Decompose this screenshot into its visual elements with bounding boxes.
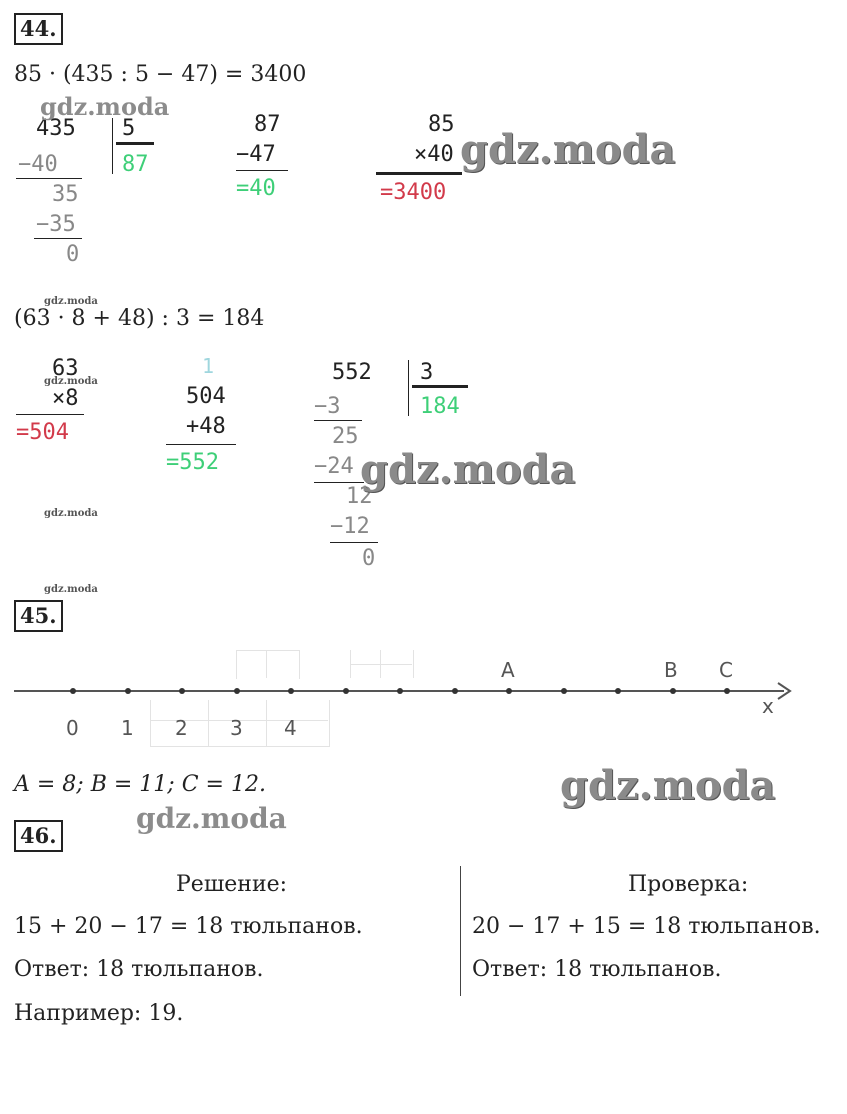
arrow-icon	[776, 681, 792, 701]
axis-label-4: 4	[284, 716, 297, 740]
factor-b: ×40	[414, 142, 454, 167]
example-line: Например: 19.	[14, 1001, 184, 1026]
subtract-2: −24	[314, 454, 354, 479]
factor-a: 63	[52, 356, 79, 381]
axis-label-1: 1	[121, 716, 134, 740]
tick-12	[724, 688, 730, 694]
tick-2	[179, 688, 185, 694]
subtract-2: −35	[36, 212, 76, 237]
addend-b: +48	[186, 414, 226, 439]
answer-45: A = 8; B = 11; C = 12.	[14, 772, 266, 797]
subtract-3: −12	[330, 514, 370, 539]
underline-3	[330, 542, 378, 543]
subtract-1: −3	[314, 394, 341, 419]
remainder-1: 25	[332, 424, 359, 449]
dividend: 435	[36, 116, 76, 141]
quotient: 87	[122, 152, 149, 177]
watermark-logo: gdz.moda	[460, 126, 676, 173]
factor-a: 85	[428, 112, 455, 137]
watermark-logo: gdz.moda	[40, 92, 170, 121]
watermark-logo: gdz.moda	[560, 762, 776, 809]
tick-9	[561, 688, 567, 694]
mul2-underline	[16, 414, 84, 415]
remainder-3: 0	[362, 546, 376, 571]
underline-1	[314, 420, 362, 421]
watermark-logo: gdz.moda	[44, 584, 98, 595]
point-label-b: B	[664, 658, 678, 682]
underline-2	[314, 482, 364, 483]
addend-a: 504	[186, 384, 226, 409]
divisor: 3	[420, 360, 434, 385]
dividend: 552	[332, 360, 372, 385]
carry-digit: 1	[202, 354, 215, 378]
equation-1: 85 · (435 : 5 − 47) = 3400	[14, 62, 307, 87]
division-bar	[408, 360, 409, 416]
check-title: Проверка:	[628, 872, 749, 897]
sub-underline	[236, 170, 288, 171]
check-equation: 20 − 17 + 15 = 18 тюльпанов.	[472, 914, 821, 939]
tick-7	[452, 688, 458, 694]
remainder-2: 0	[66, 242, 80, 267]
divisor-underline	[412, 385, 468, 388]
point-label-c: C	[719, 658, 733, 682]
tick-1	[125, 688, 131, 694]
divisor-underline	[116, 142, 154, 145]
point-label-a: A	[501, 658, 515, 682]
tick-4	[288, 688, 294, 694]
division-bar	[112, 118, 113, 174]
tick-0	[70, 688, 76, 694]
tick-10	[615, 688, 621, 694]
task-number-44: 44.	[14, 13, 63, 45]
tick-6	[397, 688, 403, 694]
tick-3	[234, 688, 240, 694]
factor-b: ×8	[52, 386, 79, 411]
task-number-46: 46.	[14, 820, 63, 852]
mul-underline	[376, 172, 462, 175]
axis-label-0: 0	[66, 716, 79, 740]
sum: =552	[166, 450, 219, 475]
remainder-1: 35	[52, 182, 79, 207]
remainder-2: 12	[346, 484, 373, 509]
add-underline	[166, 444, 236, 445]
divisor: 5	[122, 116, 136, 141]
watermark-logo: gdz.moda	[360, 446, 576, 493]
check-answer: Ответ: 18 тюльпанов.	[472, 957, 722, 982]
solution-title: Решение:	[176, 872, 288, 897]
solution-equation: 15 + 20 − 17 = 18 тюльпанов.	[14, 914, 363, 939]
equation-2: (63 · 8 + 48) : 3 = 184	[14, 306, 265, 331]
task-number-45: 45.	[14, 600, 63, 632]
underline-1	[16, 178, 82, 179]
subtrahend: −47	[236, 142, 276, 167]
watermark-logo: gdz.moda	[136, 802, 287, 835]
minuend: 87	[254, 112, 281, 137]
watermark-logo: gdz.moda	[44, 376, 98, 387]
tick-5	[343, 688, 349, 694]
underline-2	[34, 238, 82, 239]
tick-11	[670, 688, 676, 694]
subtract-1: −40	[18, 152, 58, 177]
difference: =40	[236, 176, 276, 201]
watermark-logo: gdz.moda	[44, 508, 98, 519]
column-divider	[460, 866, 461, 996]
tick-8	[506, 688, 512, 694]
axis-label-3: 3	[230, 716, 243, 740]
product: =3400	[380, 180, 447, 205]
quotient: 184	[420, 394, 460, 419]
watermark-logo: gdz.moda	[44, 296, 98, 307]
solution-answer: Ответ: 18 тюльпанов.	[14, 957, 264, 982]
axis-variable: x	[762, 694, 774, 718]
product: =504	[16, 420, 69, 445]
axis-label-2: 2	[175, 716, 188, 740]
